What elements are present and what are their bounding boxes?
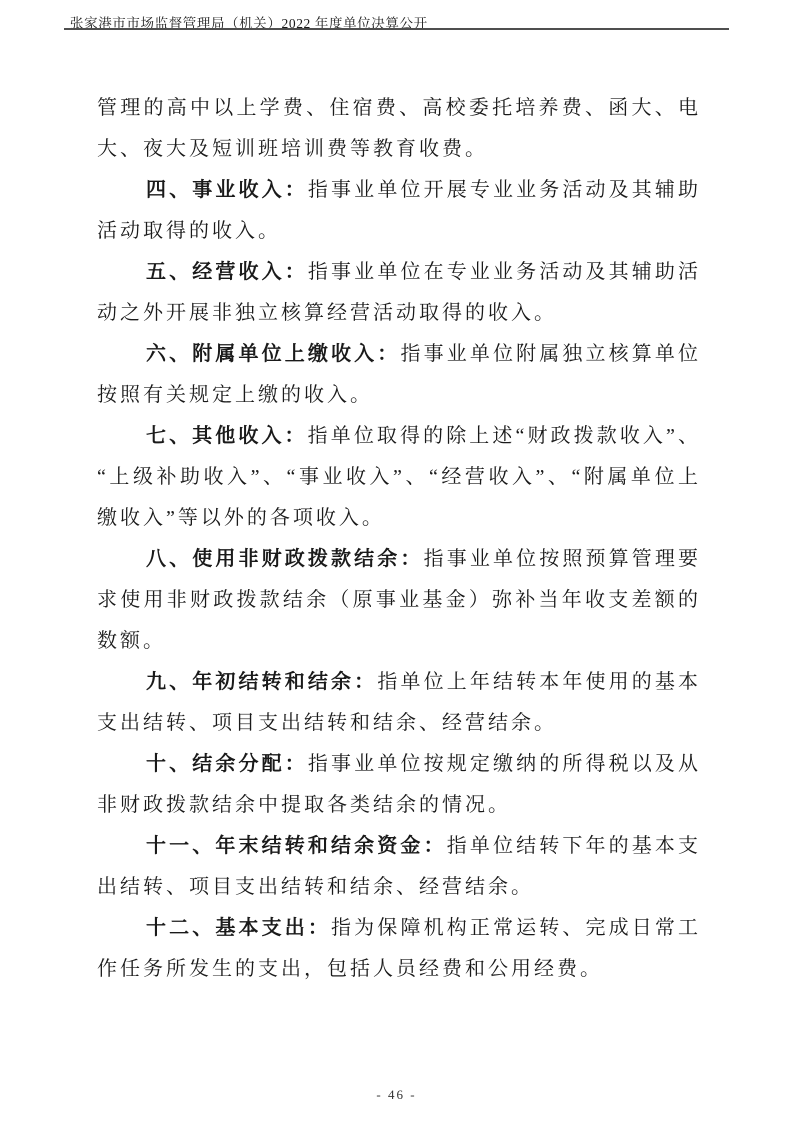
paragraph-item-8-nonfiscal-surplus-use (97, 539, 701, 662)
paragraph-lead: 八、使用非财政拨款结余： (146, 548, 424, 570)
paragraph-text: 指事业单位在专业业务活动及其辅助活动之外开展非独立核算经营活动取得的收入。 (97, 261, 702, 324)
paragraph-item-10-surplus-distribution (97, 744, 701, 826)
page-number: - 46 - (376, 1087, 417, 1102)
paragraph-text: 管理的高中以上学费、住宿费、高校委托培养费、函大、电大、夜大及短训班培训费等教育收费。 (97, 97, 701, 160)
paragraph-text: 指事业单位附属独立核算单位按照有关规定上缴的收入。 (97, 343, 702, 406)
paragraph-item-5-operating-income (97, 252, 701, 334)
paragraph-item-11-yearend-carryover (97, 826, 701, 908)
paragraph-text: 指单位取得的除上述“财政拨款收入”、“上级补助收入”、“事业收入”、“经营收入”、“附属单位上缴收入”等以外的各项收入。 (97, 425, 701, 529)
paragraph-item-4-business-income (97, 170, 701, 252)
paragraph-item-6-subsidiary-remittance (97, 334, 701, 416)
paragraph-text: 指事业单位按照预算管理要求使用非财政拨款结余（原事业基金）弥补当年收支差额的数额。 (97, 548, 702, 652)
paragraph-continuation (97, 88, 701, 170)
paragraph-lead: 五、经营收入： (146, 261, 308, 283)
paragraph-lead: 六、附属单位上缴收入： (146, 343, 401, 365)
paragraph-text: 指单位结转下年的基本支出结转、项目支出结转和结余、经营结余。 (97, 835, 702, 898)
paragraph-lead: 十、结余分配： (146, 753, 308, 775)
paragraph-item-7-other-income (97, 416, 701, 539)
paragraph-text: 指单位上年结转本年使用的基本支出结转、项目支出结转和结余、经营结余。 (97, 671, 702, 734)
paragraph-text: 指为保障机构正常运转、完成日常工作任务所发生的支出，包括人员经费和公用经费。 (97, 917, 702, 980)
page-header-title: 张家港市市场监督管理局（机关）2022 年度单位决算公开 (70, 16, 428, 31)
paragraph-text: 指事业单位按规定缴纳的所得税以及从非财政拨款结余中提取各类结余的情况。 (97, 753, 702, 816)
paragraph-lead: 九、年初结转和结余： (146, 671, 378, 693)
paragraph-lead: 十一、年末结转和结余资金： (146, 835, 447, 857)
paragraph-lead: 七、其他收入： (146, 425, 308, 447)
paragraph-lead: 十二、基本支出： (146, 917, 332, 939)
page-footer (0, 1086, 793, 1104)
document-body (97, 88, 701, 990)
paragraph-text: 指事业单位开展专业业务活动及其辅助活动取得的收入。 (97, 179, 702, 242)
paragraph-item-12-basic-expenditure (97, 908, 701, 990)
paragraph-lead: 四、事业收入： (146, 179, 308, 201)
header-rule (64, 28, 729, 30)
paragraph-item-9-beginning-carryover (97, 662, 701, 744)
